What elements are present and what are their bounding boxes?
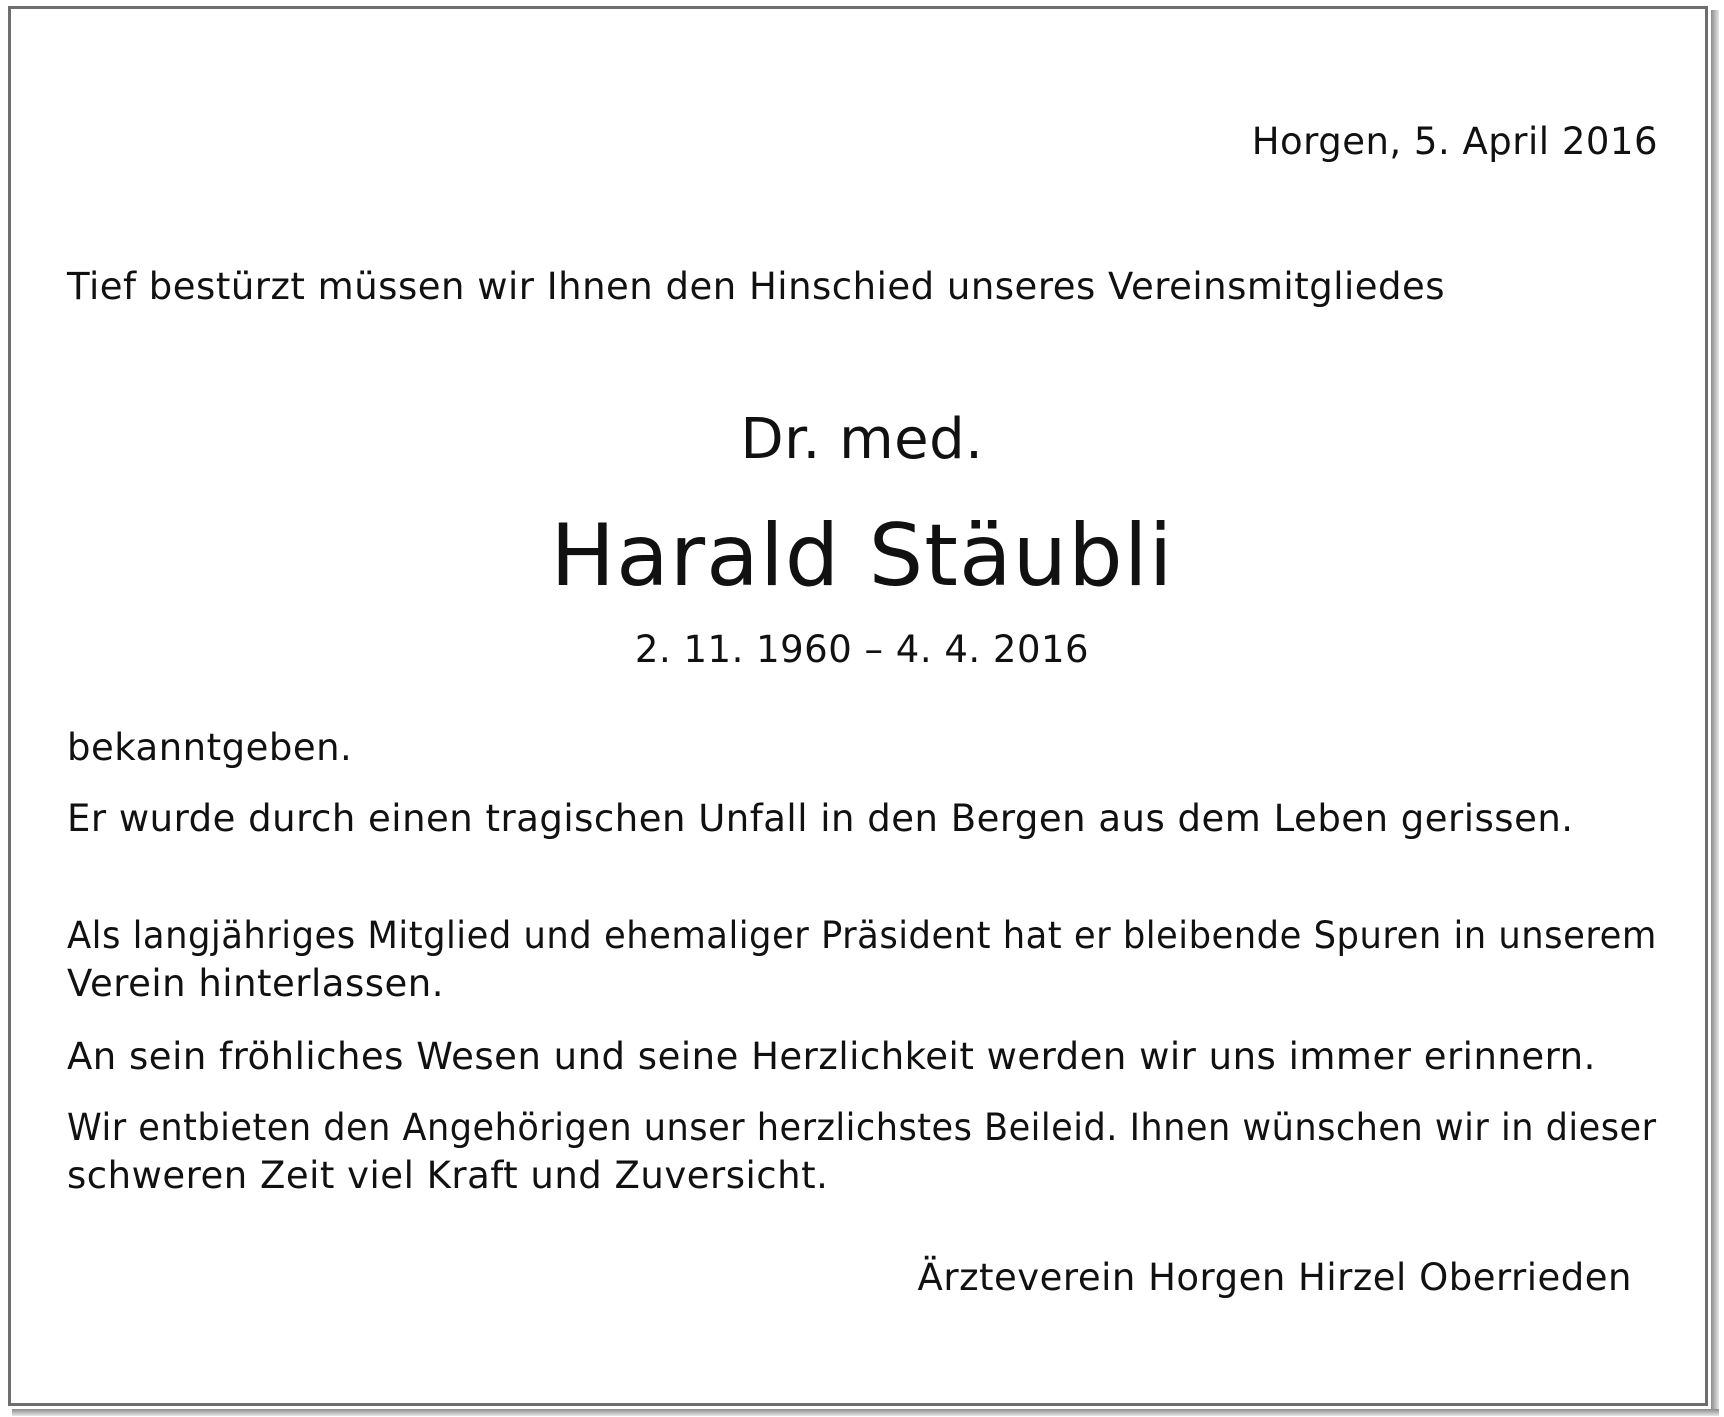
life-dates: 2. 11. 1960 – 4. 4. 2016 <box>634 628 1090 671</box>
frame-shadow-right <box>1711 10 1719 1412</box>
place-date: Horgen, 5. April 2016 <box>1251 120 1658 163</box>
condolence-paragraph-line: schweren Zeit viel Kraft und Zuversicht. <box>67 1154 829 1197</box>
academic-title: Dr. med. <box>740 407 984 472</box>
deceased-name: Harald Stäubli <box>550 506 1174 606</box>
member-paragraph <box>67 912 1657 1008</box>
condolence-paragraph-line: Wir entbieten den Angehörigen unser herzlichstes Beileid. Ihnen wünschen wir in dieser <box>67 1106 1657 1149</box>
accident-line: Er wurde durch einen tragischen Unfall in den Bergen aus dem Leben gerissen. <box>67 797 1574 840</box>
frame-shadow-bottom <box>12 1409 1719 1416</box>
announce-line: bekanntgeben. <box>67 726 353 769</box>
intro-line: Tief bestürzt müssen wir Ihnen den Hinschied unseres Vereinsmitgliedes <box>67 265 1446 308</box>
memory-line: An sein fröhliches Wesen und seine Herzlichkeit werden wir uns immer erinnern. <box>67 1035 1596 1078</box>
signature: Ärzteverein Horgen Hirzel Oberrieden <box>917 1256 1632 1299</box>
member-paragraph-line: Verein hinterlassen. <box>67 962 445 1005</box>
condolence-paragraph <box>67 1104 1657 1200</box>
member-paragraph-line: Als langjähriges Mitglied und ehemaliger Präsident hat er bleibende Spuren in unserem <box>67 914 1657 957</box>
